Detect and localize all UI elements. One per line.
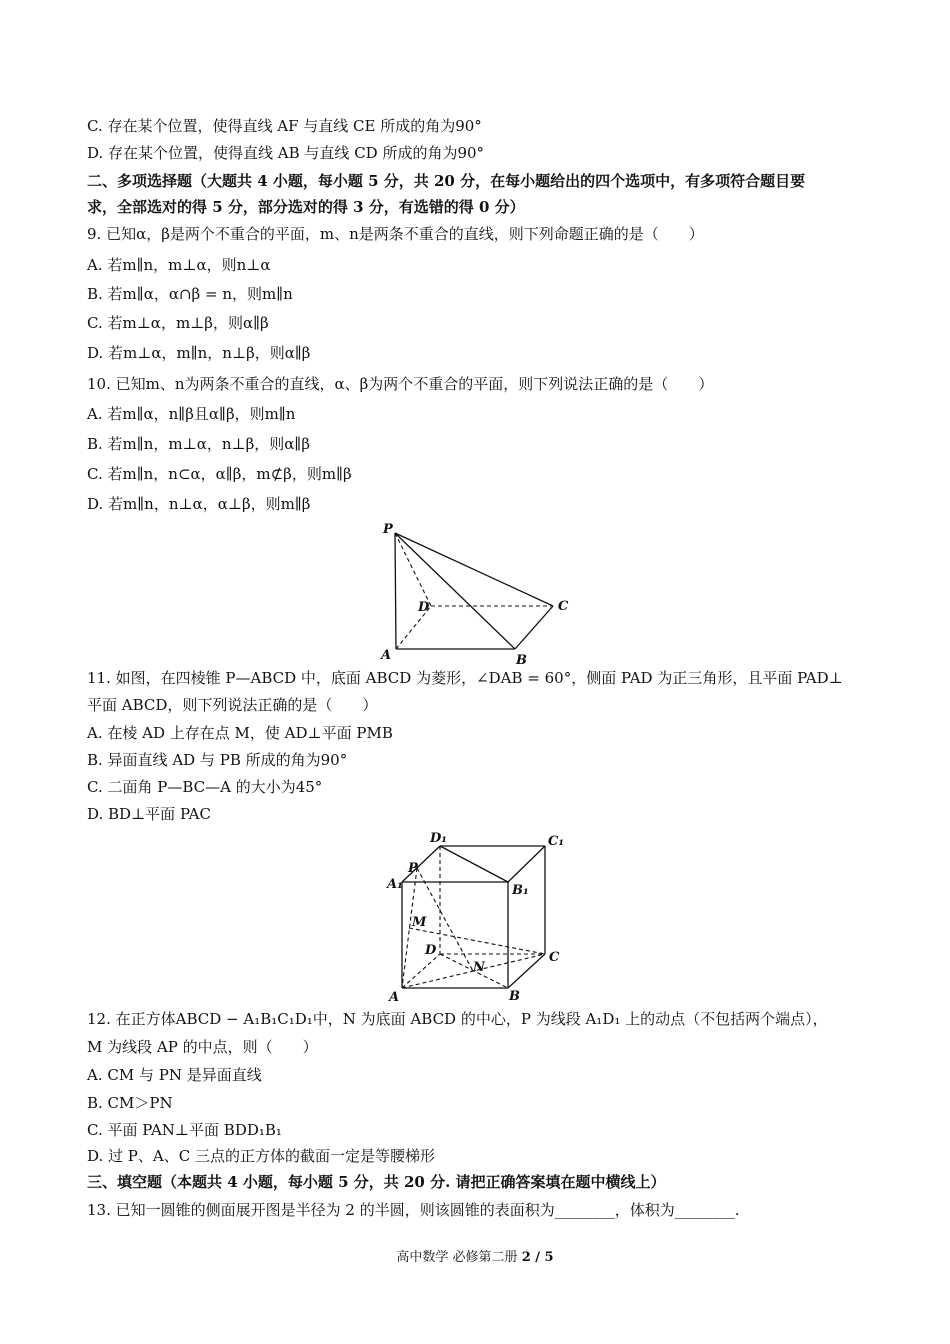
q8-option-d: D. 存在某个位置，使得直线 AB 与直线 CD 所成的角为90° <box>87 144 485 162</box>
q12-option-c: C. 平面 PAN⊥平面 BDD₁B₁ <box>87 1121 282 1139</box>
edge-pa <box>395 533 396 649</box>
label-b1: B₁ <box>512 883 529 898</box>
label-b: B <box>509 989 520 1004</box>
diag-d1b1 <box>440 846 508 882</box>
edge-pc <box>395 533 553 606</box>
section2-heading-line1: 二、多项选择题（大题共 4 小题，每小题 5 分，共 20 分，在每小题给出的四个选项中，有多项符合题目要 <box>87 172 806 190</box>
section2-heading-line2: 求，全部选对的得 5 分，部分选对的得 3 分，有选错的得 0 分） <box>87 198 525 216</box>
q12-option-d: D. 过 P、A、C 三点的正方体的截面一定是等腰梯形 <box>87 1147 435 1165</box>
page-number: 2 / 5 <box>521 1250 554 1265</box>
label-n: N <box>473 960 485 975</box>
q8-option-c: C. 存在某个位置，使得直线 AF 与直线 CE 所成的角为90° <box>87 117 482 135</box>
edge-pb <box>395 533 515 649</box>
label-a: A <box>381 648 392 663</box>
q11-stem-line1: 11. 如图，在四棱锥 P—ABCD 中，底面 ABCD 为菱形，∠DAB = 60°，侧面 PAD 为正三角形，且平面 PAD⊥ <box>87 669 843 687</box>
q11-option-d: D. BD⊥平面 PAC <box>87 805 211 823</box>
edge-bc <box>508 954 545 988</box>
label-c1: C₁ <box>548 834 565 849</box>
q11-option-b: B. 异面直线 AD 与 PB 所成的角为90° <box>87 751 348 769</box>
label-d: D <box>425 943 437 958</box>
label-c: C <box>558 599 569 614</box>
q9-stem: 9. 已知α，β是两个不重合的平面，m、n是两条不重合的直线，则下列命题正确的是（ ） <box>87 225 704 243</box>
q12-stem-line2: M 为线段 AP 的中点，则（ ） <box>87 1038 318 1056</box>
q12-option-b: B. CM＞PN <box>87 1094 173 1112</box>
label-a1: A₁ <box>387 877 403 892</box>
edge-pd <box>395 533 431 606</box>
q10-option-a: A. 若m∥α，n∥β且α∥β，则m∥n <box>87 405 296 423</box>
label-m: M <box>412 915 427 930</box>
q9-option-c: C. 若m⊥α，m⊥β，则α∥β <box>87 314 269 332</box>
q10-stem: 10. 已知m、n为两条不重合的直线，α、β为两个不重合的平面，则下列说法正确的是（ ） <box>87 375 714 393</box>
q9-option-b: B. 若m∥α，α∩β = n，则m∥n <box>87 285 293 303</box>
q10-option-c: C. 若m∥n，n⊂α，α∥β，m⊄β，则m∥β <box>87 465 352 483</box>
label-d: D <box>418 600 430 615</box>
label-p: P <box>408 861 418 876</box>
q9-option-d: D. 若m⊥α，m∥n，n⊥β，则α∥β <box>87 344 311 362</box>
q9-option-a: A. 若m∥n，m⊥α，则n⊥α <box>87 256 271 274</box>
label-b: B <box>516 653 527 668</box>
label-a: A <box>389 990 400 1005</box>
page-footer <box>0 1246 950 1265</box>
footer-title: 高中数学 必修第二册 <box>396 1250 522 1265</box>
pyramid-figure <box>375 520 585 668</box>
cube-figure <box>385 826 570 1006</box>
section3-heading: 三、填空题（本题共 4 小题，每小题 5 分，共 20 分. 请把正确答案填在题中横线上） <box>87 1173 666 1191</box>
q11-stem-line2: 平面 ABCD，则下列说法正确的是（ ） <box>87 696 378 714</box>
q12-stem-line1: 12. 在正方体ABCD − A₁B₁C₁D₁中，N 为底面 ABCD 的中心，P 为线段 A₁D₁ 上的动点（不包括两个端点）， <box>87 1010 828 1028</box>
edge-b1c1 <box>508 846 545 882</box>
q10-option-d: D. 若m∥n，n⊥α，α⊥β，则m∥β <box>87 495 311 513</box>
q11-option-a: A. 在棱 AD 上存在点 M，使 AD⊥平面 PMB <box>87 724 393 742</box>
label-d1: D₁ <box>430 831 447 846</box>
q13-stem: 13. 已知一圆锥的侧面展开图是半径为 2 的半圆，则该圆锥的表面积为________，体积为________. <box>87 1201 740 1219</box>
edge-ad <box>402 954 440 988</box>
edge-bc <box>515 606 553 649</box>
q12-option-a: A. CM 与 PN 是异面直线 <box>87 1066 262 1084</box>
label-c: C <box>549 950 560 965</box>
q10-option-b: B. 若m∥n，m⊥α，n⊥β，则α∥β <box>87 435 311 453</box>
q11-option-c: C. 二面角 P—BC—A 的大小为45° <box>87 778 323 796</box>
label-p: P <box>383 522 393 537</box>
